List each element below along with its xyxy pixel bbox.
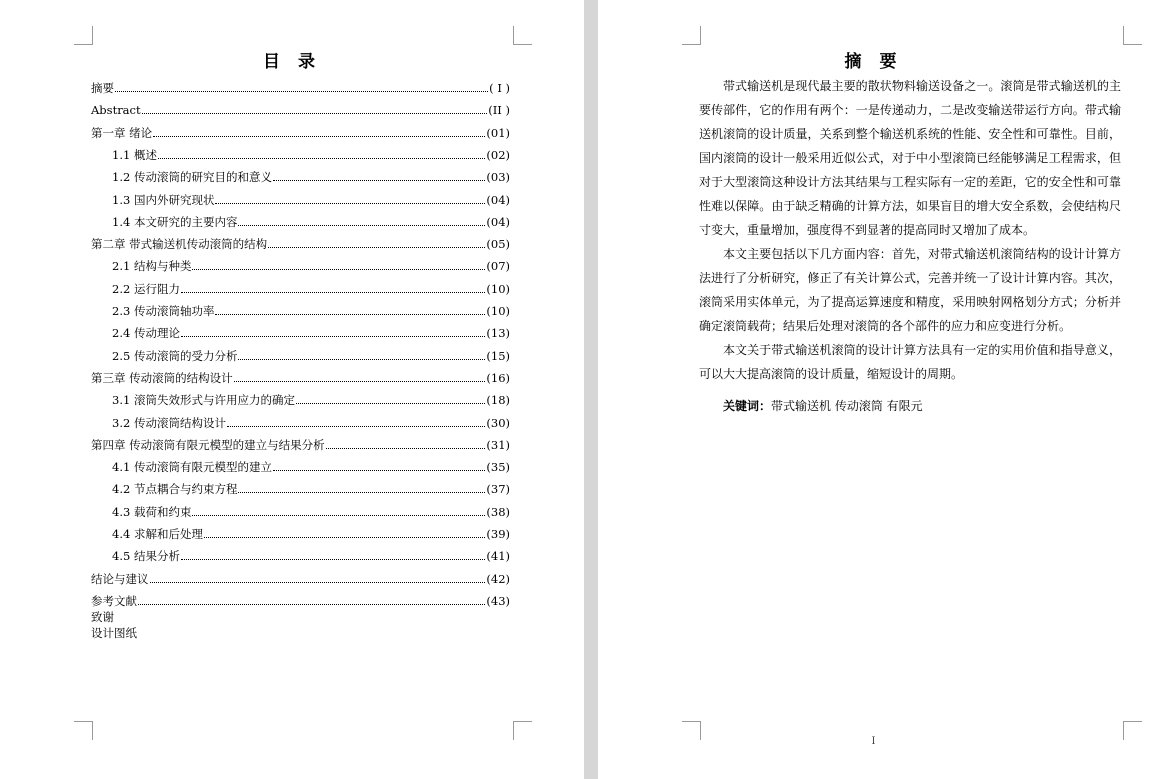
keywords-line <box>723 396 923 416</box>
toc-entry-label: 第三章 传动滚筒的结构设计 <box>91 370 233 385</box>
toc-leader-dots <box>238 346 485 360</box>
toc-leader-dots <box>296 390 485 404</box>
page-number: I <box>871 736 876 747</box>
toc-entry-page: (38) <box>486 504 510 519</box>
toc-leader-dots <box>181 546 485 560</box>
abstract-paragraph: 本文主要包括以下几方面内容：首先，对带式输送机滚筒结构的设计计算方法进行了分析研究，修正了有关计算公式，完善并统一了设计计算内容。其次，滚筒采用实体单元，为了提高运算速度和精度，采用映射网格划分方式；分析并确定滚筒载荷；结果后处理对滚筒的各个部件的应力和应变进行分析。 <box>699 247 1121 333</box>
toc-entry-label: 参考文献 <box>91 593 137 608</box>
toc-entry[interactable] <box>112 502 510 522</box>
toc-entry-label: 1.1 概述 <box>112 147 157 162</box>
toc-leader-dots <box>215 190 485 204</box>
toc-leader-dots <box>150 569 486 583</box>
toc-entry[interactable] <box>112 279 510 299</box>
toc-entry-page: (37) <box>486 482 510 497</box>
toc-entry-label: 2.4 传动理论 <box>112 326 180 341</box>
toc-entry-label: 摘要 <box>91 81 114 95</box>
toc-entry-label: Abstract <box>91 103 141 118</box>
toc-leader-dots <box>273 167 485 181</box>
margin-corner-mark <box>74 721 93 740</box>
abstract-page <box>598 0 1149 779</box>
toc-entry-page: (04) <box>486 192 510 207</box>
toc-entry-plain[interactable]: 设计图纸 <box>91 626 137 640</box>
toc-entry-label: 4.1 传动滚筒有限元模型的建立 <box>112 460 272 475</box>
toc-entry-label: 4.5 结果分析 <box>112 549 180 564</box>
toc-entry[interactable] <box>91 123 510 143</box>
abstract-paragraph: 本文关于带式输送机滚筒的设计计算方法具有一定的实用价值和指导意义，可以大大提高滚筒的设计质量，缩短设计的周期。 <box>699 343 1121 381</box>
toc-entry[interactable] <box>112 546 510 566</box>
margin-corner-mark <box>513 721 532 740</box>
abstract-title: 摘 要 <box>844 52 903 72</box>
margin-corner-mark <box>682 26 701 45</box>
toc-entry-label: 1.3 国内外研究现状 <box>112 192 215 207</box>
margin-corner-mark <box>513 26 532 45</box>
toc-leader-dots <box>215 301 485 315</box>
toc-entry[interactable] <box>112 479 510 499</box>
toc-entry-label: 第四章 传动滚筒有限元模型的建立与结果分析 <box>91 437 325 452</box>
toc-entry[interactable] <box>112 413 510 433</box>
abstract-paragraph: 带式输送机是现代最主要的散状物料输送设备之一。滚筒是带式输送机的主要传部件，它的作用有两个：一是传递动力，二是改变输送带运行方向。带式输送机滚筒的设计质量，关系到整个输送机系统的性能、安全性和可靠性。目前，国内滚筒的设计一般采用近似公式，对于中小型滚筒已经能够满足工程需求，但对于大型滚筒这种设计方法其结果与工程实际有一定的差距，它的安全性和可靠性难以保障。由于缺乏精确的计算方法，如果盲目的增大安全系数，会使结构尺寸变大，重量增加，强度得不到显著的提高同时又增加了成本。 <box>699 79 1121 237</box>
toc-leader-dots <box>158 145 485 159</box>
toc-entry-label: 第二章 带式输送机传动滚筒的结构 <box>91 237 268 252</box>
toc-entry[interactable] <box>91 100 510 120</box>
toc-title: 目 录 <box>263 52 321 72</box>
toc-entry[interactable] <box>91 435 510 455</box>
abstract-body <box>699 74 1121 386</box>
toc-entry-page: (01) <box>486 125 510 140</box>
toc-entry-page: (35) <box>486 460 510 475</box>
toc-leader-dots <box>115 78 488 92</box>
toc-entry-label: 3.2 传动滚筒结构设计 <box>112 415 226 430</box>
toc-entry[interactable] <box>91 78 510 98</box>
toc-entry-label: 4.3 载荷和约束 <box>112 504 192 519</box>
toc-entry-label: 结论与建议 <box>91 571 149 586</box>
toc-leader-dots <box>234 368 486 382</box>
toc-entry-label: 4.2 节点耦合与约束方程 <box>112 482 238 497</box>
toc-leader-dots <box>181 323 485 337</box>
toc-entry[interactable] <box>91 569 510 589</box>
toc-leader-dots <box>227 413 485 427</box>
toc-entry-page: (18) <box>486 393 510 408</box>
toc-entry-page: (43) <box>486 593 510 608</box>
toc-leader-dots <box>268 234 485 248</box>
toc-entry[interactable] <box>112 190 510 210</box>
toc-leader-dots <box>142 100 488 114</box>
toc-entry-page: (16) <box>486 370 510 385</box>
toc-entry-label: 第一章 绪论 <box>91 125 153 140</box>
toc-entry-page: (07) <box>486 259 510 274</box>
toc-entry-label: 2.3 传动滚筒轴功率 <box>112 304 215 318</box>
toc-entry-label: 2.2 运行阻力 <box>112 281 180 296</box>
toc-leader-dots <box>181 279 485 293</box>
toc-leader-dots <box>238 212 485 226</box>
toc-entry-page: (31) <box>486 437 510 452</box>
toc-entry-page: (II ) <box>488 103 510 118</box>
toc-leader-dots <box>238 479 485 493</box>
toc-entry-page: (03) <box>486 170 510 185</box>
toc-entry-label: 4.4 求解和后处理 <box>112 527 203 541</box>
toc-entry[interactable] <box>91 234 510 254</box>
toc-entry[interactable] <box>112 212 510 232</box>
margin-corner-mark <box>1123 26 1142 45</box>
toc-entry-label: 2.1 结构与种类 <box>112 259 192 274</box>
toc-leader-dots <box>273 457 485 471</box>
toc-leader-dots <box>153 123 485 137</box>
toc-leader-dots <box>192 502 485 516</box>
toc-entry[interactable] <box>112 346 510 366</box>
toc-entry[interactable] <box>112 390 510 410</box>
toc-entry-page: (04) <box>486 214 510 229</box>
keywords-text: 带式输送机 传动滚筒 有限元 <box>771 399 923 413</box>
toc-entry-page: (10) <box>486 281 510 296</box>
margin-corner-mark <box>74 26 93 45</box>
toc-entry[interactable] <box>112 145 510 165</box>
toc-entry-label: 1.4 本文研究的主要内容 <box>112 214 238 229</box>
toc-leader-dots <box>192 256 485 270</box>
toc-entry[interactable] <box>112 524 510 544</box>
toc-entry[interactable] <box>112 256 510 276</box>
toc-entry-page: (30) <box>486 415 510 430</box>
toc-entry[interactable] <box>91 591 510 611</box>
toc-leader-dots <box>326 435 486 449</box>
toc-entry-plain[interactable]: 致谢 <box>91 610 114 624</box>
toc-entry-page: (10) <box>486 304 510 318</box>
toc-entry[interactable] <box>112 457 510 477</box>
toc-entry-label: 1.2 传动滚筒的研究目的和意义 <box>112 170 272 185</box>
toc-leader-dots <box>138 591 485 605</box>
toc-entry-label: 3.1 滚筒失效形式与许用应力的确定 <box>112 393 295 408</box>
toc-leader-dots <box>204 524 485 538</box>
toc-entry[interactable] <box>91 368 510 388</box>
toc-entry-page: (05) <box>486 237 510 252</box>
toc-entry[interactable] <box>112 301 510 321</box>
toc-entry-page: ( I ) <box>489 81 510 95</box>
toc-entry[interactable] <box>112 323 510 343</box>
toc-entry[interactable] <box>112 167 510 187</box>
toc-entry-page: (39) <box>486 527 510 541</box>
toc-entry-page: (41) <box>486 549 510 564</box>
toc-entry-page: (13) <box>486 326 510 341</box>
toc-entry-label: 2.5 传动滚筒的受力分析 <box>112 348 238 363</box>
toc-entry-page: (02) <box>486 147 510 162</box>
toc-entry-page: (42) <box>486 571 510 586</box>
keywords-label: 关键词： <box>723 399 772 413</box>
toc-entry-page: (15) <box>486 348 510 363</box>
